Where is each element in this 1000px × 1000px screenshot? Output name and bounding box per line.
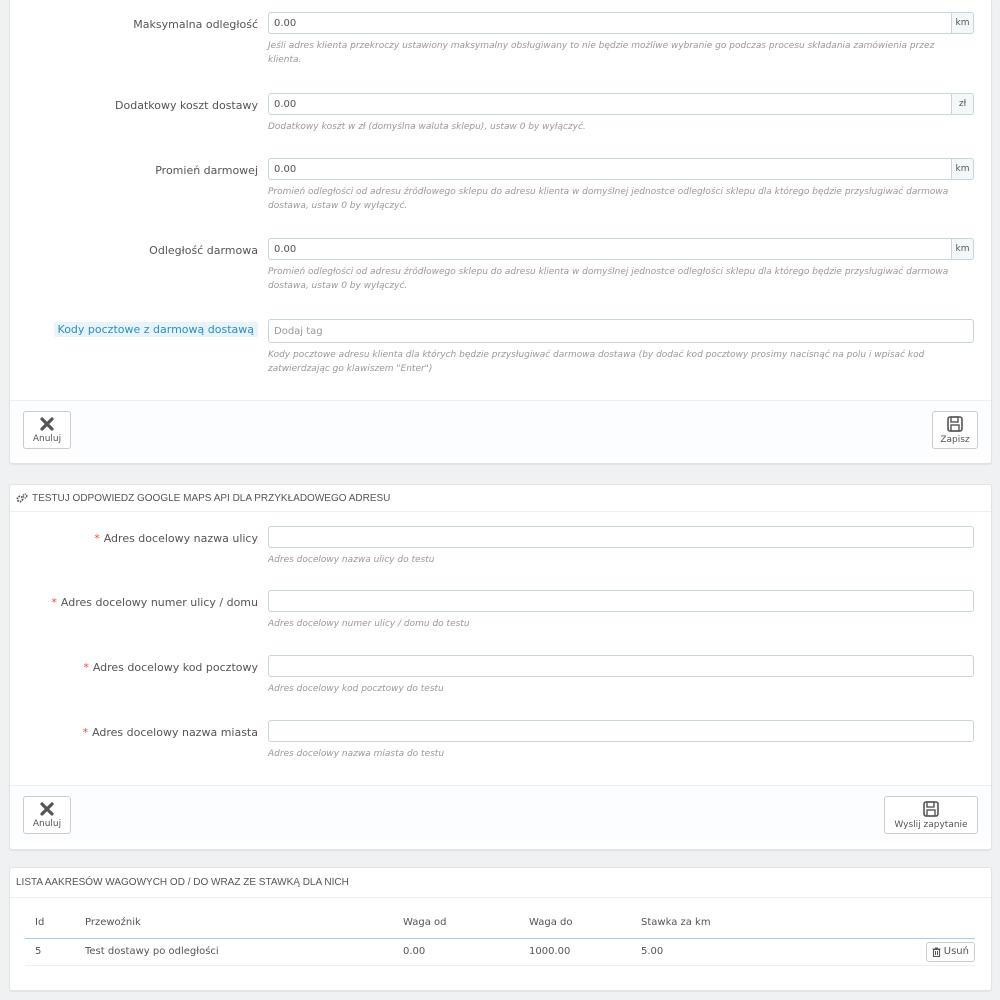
cancel-button[interactable] (23, 411, 71, 449)
extra-cost-input[interactable] (268, 93, 952, 115)
free-postcodes-label: Kody pocztowe z darmową dostawą (54, 322, 258, 337)
cell-weight-from: 0.00 (393, 938, 519, 965)
column-header-weight-from: Waga od (393, 908, 519, 938)
free-radius-label: Promień darmowej (155, 164, 258, 177)
required-mark: * (83, 661, 89, 674)
save-label: Zapisz (940, 435, 970, 445)
postcodes-input-group (268, 319, 974, 343)
street-number-input[interactable] (268, 590, 974, 612)
free-distance-label: Odległość darmowa (149, 244, 258, 257)
column-header-weight-to: Waga do (519, 908, 631, 938)
table-header-row (25, 908, 975, 938)
carrier-settings-panel (9, 0, 992, 464)
cancel-label: Anuluj (32, 434, 62, 444)
city-input[interactable] (268, 720, 974, 742)
street-name-input[interactable] (268, 526, 974, 548)
send-request-button[interactable] (884, 796, 978, 834)
free-radius-input-group (268, 158, 974, 180)
extra-cost-input-group (268, 93, 974, 115)
postcode-label: * Adres docelowy kod pocztowy (83, 661, 258, 674)
street-number-help: Adres docelowy numer ulicy / domu do testu (268, 619, 470, 629)
street-number-input-group (268, 590, 974, 612)
panel-heading (10, 485, 991, 512)
street-number-label: * Adres docelowy numer ulicy / domu (51, 596, 258, 609)
tag-input[interactable] (268, 319, 974, 343)
extra-cost-label: Dodatkowy koszt dostawy (115, 99, 258, 112)
column-header-id: Id (25, 908, 75, 938)
street-name-help: Adres docelowy nazwa ulicy do testu (268, 555, 435, 565)
panel-footer (10, 400, 991, 457)
km-addon: km (952, 12, 974, 34)
column-header-carrier: Przewoźnik (75, 908, 393, 938)
send-request-label: Wyslij zapytanie (894, 820, 968, 830)
max-distance-input-group (268, 12, 974, 34)
panel-title: LISTA AAKRESÓW WAGOWYCH OD / DO WRAZ ZE STAWKĄ DLA NICH (16, 876, 349, 888)
required-mark: * (82, 726, 89, 739)
max-distance-input[interactable] (268, 12, 952, 34)
save-icon (946, 415, 964, 433)
cogs-icon (16, 493, 28, 503)
cancel-button[interactable] (23, 796, 71, 834)
cell-rate: 5.00 (631, 938, 905, 965)
postcode-input[interactable] (268, 655, 974, 677)
save-icon (922, 800, 940, 818)
street-name-label: * Adres docelowy nazwa ulicy (94, 532, 258, 545)
required-mark: * (51, 596, 57, 609)
delete-button[interactable] (926, 942, 975, 962)
weight-ranges-panel (9, 867, 992, 991)
postcodes-help: Kody pocztowe adresu klienta dla których będzie przysługiwać darmowa dostawa (by dodać kod pocztowy prosimy nacisnąć na polu i wpisać kod zatwierdzając go klawiszem "Enter") (268, 350, 925, 374)
city-help: Adres docelowy nazwa miasta do testu (268, 749, 445, 759)
free-radius-input[interactable] (268, 158, 952, 180)
required-mark: * (94, 532, 100, 545)
panel-title: TESTUJ ODPOWIEDZ GOOGLE MAPS API DLA PRZYKŁADOWEGO ADRESU (32, 492, 391, 504)
delete-label: Usuń (943, 946, 969, 957)
panel-heading (10, 868, 991, 898)
max-distance-label: Maksymalna odległość (133, 18, 258, 31)
free-radius-help: Promień odległości od adresu źródłowego sklepu do adresu klienta w domyślnej jednostce odległości sklepu dla którego będzie przysługiwać darmowa dostawa, ustaw 0 by wyłączyć. (268, 187, 949, 211)
close-icon (39, 801, 55, 817)
street-name-input-group (268, 526, 974, 548)
postcode-input-group (268, 655, 974, 677)
cell-weight-to: 1000.00 (519, 938, 631, 965)
free-distance-input[interactable] (268, 238, 952, 260)
currency-addon: zł (952, 93, 974, 115)
free-distance-help: Promień odległości od adresu źródłowego sklepu do adresu klienta w domyślnej jednostce odległości sklepu dla którego będzie przysługiwać darmowa dostawa, ustaw 0 by wyłączyć. (268, 267, 949, 291)
trash-icon (932, 947, 941, 957)
km-addon: km (952, 238, 974, 260)
postcode-help: Adres docelowy kod pocztowy do testu (268, 684, 444, 694)
close-icon (39, 416, 55, 432)
google-maps-test-panel (9, 484, 992, 850)
column-header-actions (905, 908, 975, 938)
city-label: * Adres docelowy nazwa miasta (82, 726, 258, 739)
cell-id: 5 (25, 938, 75, 965)
max-distance-help: Jeśli adres klienta przekroczy ustawiony maksymalny obsługiwany to nie będzie możliwe wybranie go podczas procesu składania zamówienia przez klienta. (268, 41, 935, 65)
cell-carrier: Test dostawy po odległości (75, 938, 393, 965)
extra-cost-help: Dodatkowy koszt w zł (domyślna waluta sklepu), ustaw 0 by wyłączyć. (268, 122, 586, 132)
cell-actions (905, 938, 975, 965)
city-input-group (268, 720, 974, 742)
panel-footer (10, 785, 991, 842)
weight-ranges-table (25, 908, 975, 966)
table-row (25, 938, 975, 965)
free-distance-input-group (268, 238, 974, 260)
save-button[interactable] (932, 411, 978, 449)
km-addon: km (952, 158, 974, 180)
column-header-rate: Stawka za km (631, 908, 905, 938)
cancel-label: Anuluj (32, 819, 62, 829)
